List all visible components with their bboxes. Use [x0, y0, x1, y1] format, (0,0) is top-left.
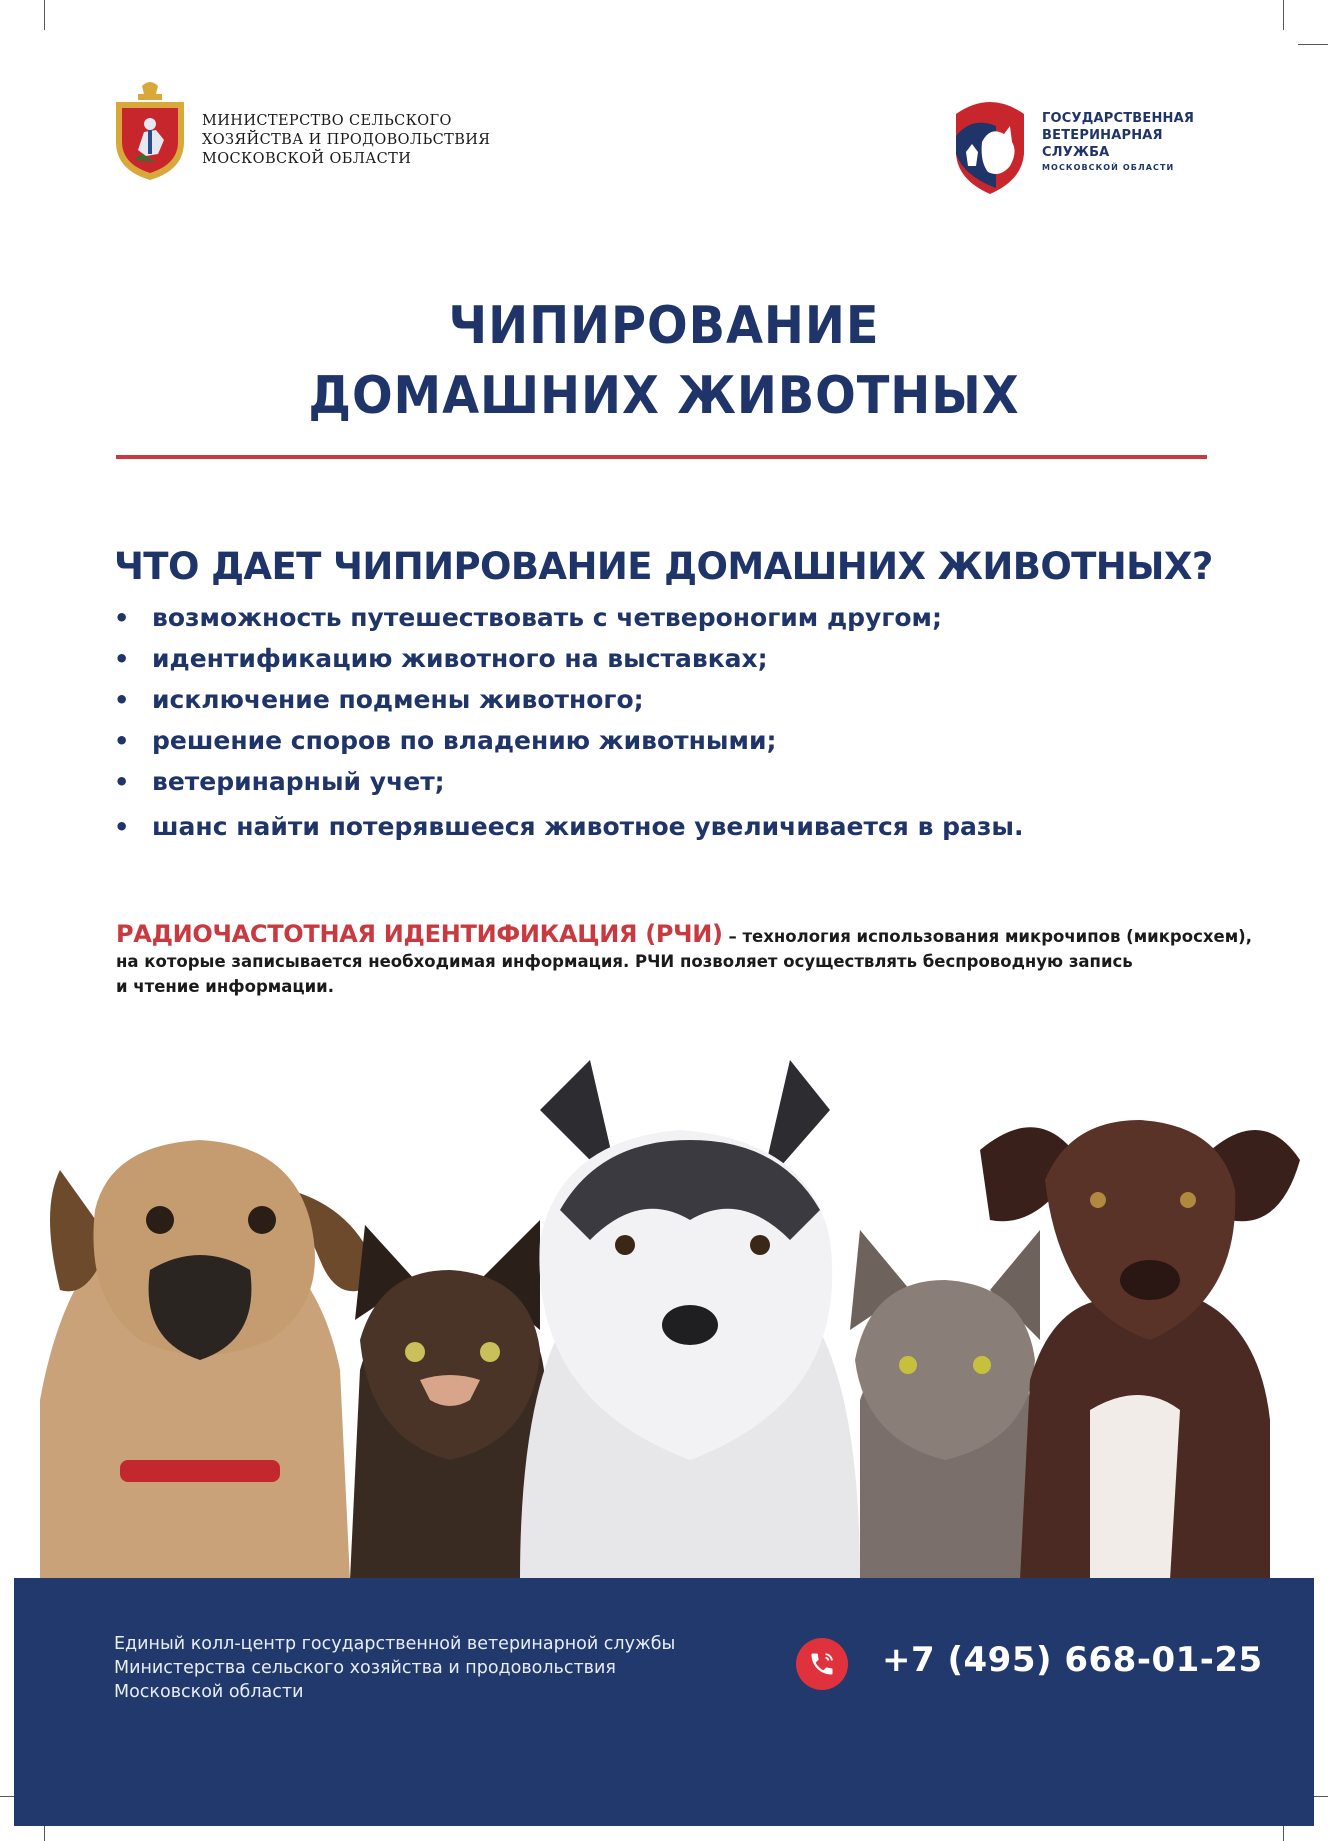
list-item: • идентификацию животного на выставках; [114, 641, 1023, 682]
list-item: • ветеринарный учет; [114, 764, 1023, 805]
rfid-term: РАДИОЧАСТОТНАЯ ИДЕНТИФИКАЦИЯ (РЧИ) [116, 920, 723, 948]
footer-line: Московской области [114, 1682, 304, 1702]
crop-mark [44, 1826, 45, 1841]
list-item: • шанс найти потерявшееся животное увеличивается в разы. [114, 809, 1023, 850]
list-item: • решение споров по владению животными; [114, 723, 1023, 764]
footer-line: Единый колл-центр государственной ветеринарной службы [114, 1634, 676, 1654]
list-item: • возможность путешествовать с четвероногим другом; [114, 600, 1023, 641]
rfid-line-2: на которые записывается необходимая информация. РЧИ позволяет осуществлять беспроводную запись [116, 952, 1133, 971]
vet-region: МОСКОВСКОЙ ОБЛАСТИ [1042, 163, 1175, 172]
vet-line: ГОСУДАРСТВЕННАЯ [1042, 111, 1195, 126]
ministry-line: ХОЗЯЙСТВА И ПРОДОВОЛЬСТВИЯ [202, 132, 491, 148]
list-item: • исключение подмены животного; [114, 682, 1023, 723]
benefits-list [114, 600, 1023, 850]
crop-mark [44, 0, 45, 30]
vet-service-logo-icon [952, 96, 1028, 196]
cat-right-image [850, 1230, 1040, 1580]
page-title-line-2: ДОМАШНИХ ЖИВОТНЫХ [308, 366, 1020, 426]
rfid-text: – технология использования микрочипов (микросхем), [722, 927, 1252, 946]
benefits-heading: ЧТО ДАЕТ ЧИПИРОВАНИЕ ДОМАШНИХ ЖИВОТНЫХ? [114, 545, 1213, 588]
title-divider [116, 455, 1207, 459]
vet-service-name [1042, 110, 1194, 175]
vet-line: СЛУЖБА [1042, 145, 1110, 160]
phone-handset-icon [808, 1650, 836, 1678]
rfid-definition [116, 920, 1252, 999]
ministry-header [112, 80, 532, 190]
crop-mark [1314, 1796, 1328, 1797]
husky-image [520, 1060, 860, 1580]
crop-mark [1283, 0, 1284, 30]
ministry-line: МОСКОВСКОЙ ОБЛАСТИ [202, 151, 412, 167]
rfid-line-1 [116, 920, 1252, 949]
page-title-line-1: ЧИПИРОВАНИЕ [448, 296, 880, 356]
pets-photo [0, 1040, 1328, 1580]
ministry-name [202, 112, 490, 169]
kitten-left-image [350, 1220, 545, 1580]
crop-mark [1298, 44, 1328, 45]
footer-line: Министерства сельского хозяйства и продовольствия [114, 1658, 616, 1678]
coat-of-arms-icon [112, 80, 188, 182]
footer-bar [14, 1578, 1314, 1826]
rfid-line-3: и чтение информации. [116, 977, 335, 996]
dog-left-image [40, 1140, 380, 1580]
vet-line: ВЕТЕРИНАРНАЯ [1042, 128, 1163, 143]
call-center-description [114, 1632, 675, 1704]
phone-number[interactable]: +7 (495) 668-01-25 [882, 1640, 1263, 1680]
ministry-line: МИНИСТЕРСТВО СЕЛЬСКОГО [202, 113, 452, 129]
crop-mark [0, 1796, 14, 1797]
vet-service-header [952, 96, 1195, 196]
phone-icon [796, 1638, 848, 1690]
crop-mark [1283, 1826, 1284, 1841]
